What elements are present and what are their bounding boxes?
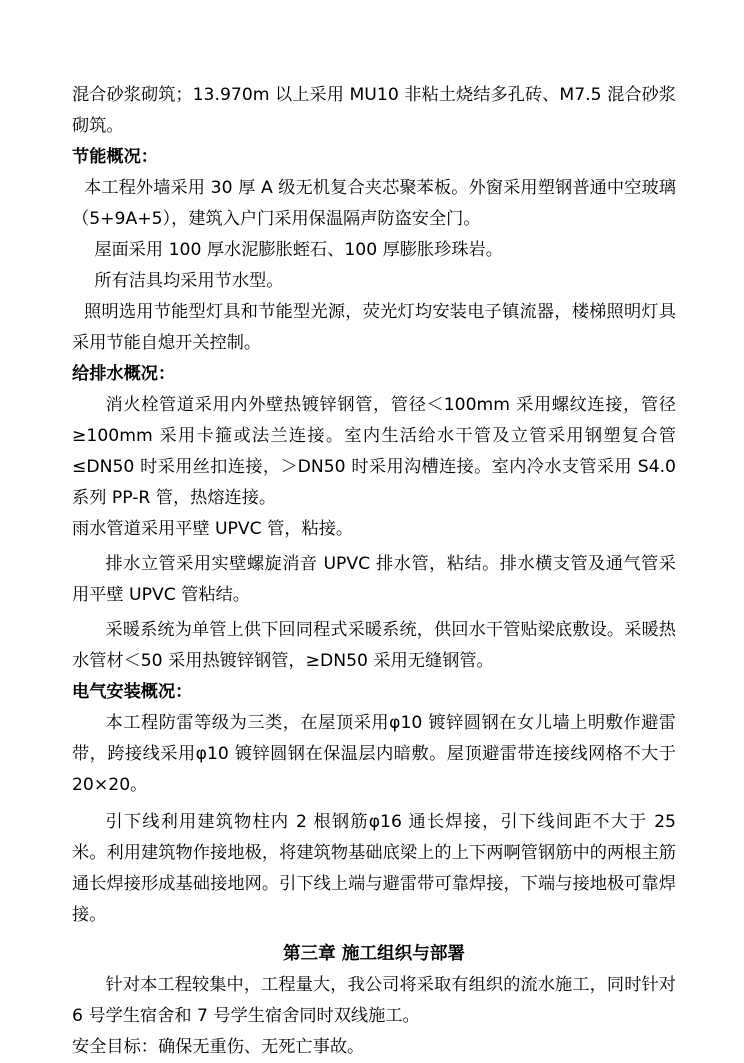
document-body: [72, 80, 676, 1063]
paragraph-fixtures: 所有洁具均采用节水型。: [94, 271, 284, 291]
paragraph-masonry: 混合砂浆砌筑；13.970m 以上采用 MU10 非粘土烧结多孔砖、M7.5 混合砂浆砌筑。: [72, 85, 676, 136]
paragraph-drainage: 排水立管采用实壁螺旋消音 UPVC 排水管，粘结。排水横支管及通气管采用平壁 UPVC 管粘结。: [72, 554, 676, 605]
chapter-title: 第三章 施工组织与部署: [282, 944, 466, 964]
paragraph-rainwater: 雨水管道采用平壁 UPVC 管，粘接。: [72, 519, 354, 539]
paragraph-construction: 针对本工程较集中，工程量大，我公司将采取有组织的流水施工，同时针对 6 号学生宿舍和 7 号学生宿舍同时双线施工。: [72, 975, 676, 1026]
heading-water: 给排水概况：: [72, 364, 176, 384]
paragraph-down-conductor: 引下线利用建筑物柱内 2 根钢筋φ16 通长焊接，引下线间距不大于 25 米。利用建筑物作接地极，将建筑物基础底梁上的上下两啊管钢筋中的两根主筋通长焊接形成基础接地网。引下线上端与避雷带可靠焊接，下端与接地极可靠焊接。: [72, 812, 676, 925]
paragraph-roof: 屋面采用 100 厚水泥膨胀蛭石、100 厚膨胀珍珠岩。: [94, 240, 503, 260]
paragraph-exterior-wall: 本工程外墙采用 30 厚 A 级无机复合夹芯聚苯板。外窗采用塑钢普通中空玻璃（5+9A+5），建筑入户门采用保温隔声防盗安全门。: [72, 178, 676, 229]
paragraph-heating: 采暖系统为单管上供下回同程式采暖系统，供回水干管贴梁底敷设。采暖热水管材＜50 采用热镀锌钢管，≥DN50 采用无缝钢管。: [72, 620, 676, 671]
paragraph-lighting: 照明选用节能型灯具和节能型光源，荧光灯均安装电子镇流器，楼梯照明灯具采用节能自熄开关控制。: [72, 302, 676, 353]
paragraph-fire-hydrant: 消火栓管道采用内外壁热镀锌钢管，管径＜100mm 采用螺纹连接，管径≥100mm 采用卡箍或法兰连接。室内生活给水干管及立管采用钢塑复合管≤DN50 时采用丝扣连接，＞DN50 时采用沟槽连接。室内冷水支管采用 S4.0 系列 PP-R 管，热熔连接。: [72, 395, 676, 508]
heading-electrical: 电气安装概况：: [72, 682, 193, 702]
paragraph-lightning-protection: 本工程防雷等级为三类，在屋顶采用φ10 镀锌圆钢在女儿墙上明敷作避雷带，跨接线采用φ10 镀锌圆钢在保温层内暗敷。屋顶避雷带连接线网格不大于 20×20。: [72, 713, 676, 795]
heading-energy: 节能概况：: [72, 147, 158, 167]
paragraph-safety-goal: 安全目标：确保无重伤、无死亡事故。: [72, 1037, 365, 1057]
